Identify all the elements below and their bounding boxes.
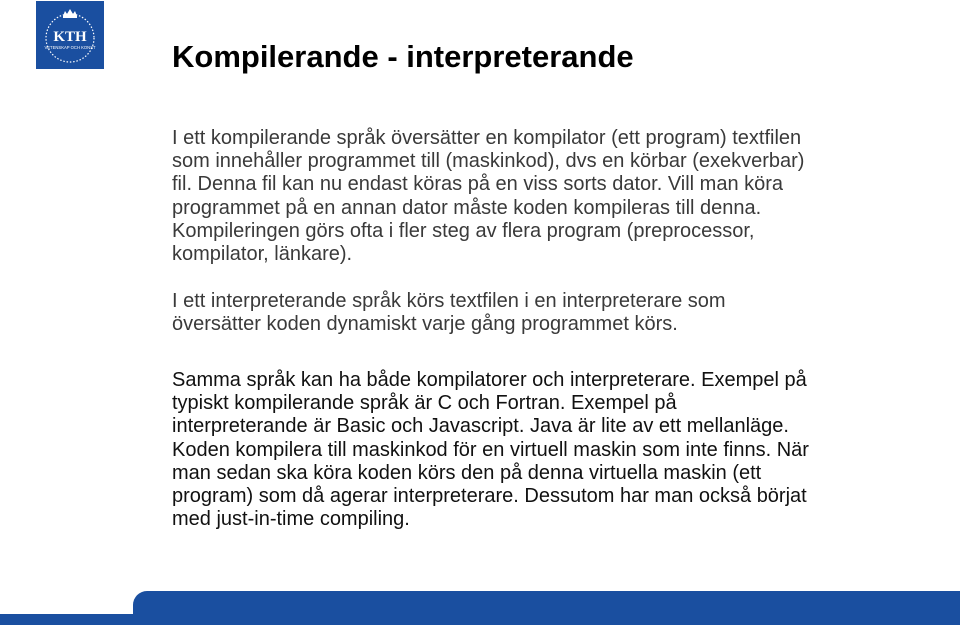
text-line: kompilator, länkare). xyxy=(172,243,353,266)
text-line: Kompileringen görs ofta i fler steg av flera program (preprocessor, xyxy=(172,219,755,242)
logo-subtext: VETENSKAP OCH KONST xyxy=(44,45,96,50)
text-line: översätter koden dynamiskt varje gång programmet körs. xyxy=(172,313,678,336)
paragraph-both xyxy=(172,369,912,531)
text-line: programmet på en annan dator måste koden kompileras till denna. xyxy=(172,196,762,219)
footer-line xyxy=(0,614,133,625)
text-line: typiskt kompilerande språk är C och Fortran. Exempel på xyxy=(172,392,677,415)
text-line: Koden kompilera till maskinkod för en virtuell maskin som inte finns. När xyxy=(172,438,809,461)
paragraph-compiled xyxy=(172,127,912,266)
slide-title: Kompilerande - interpreterande xyxy=(172,39,634,74)
kth-logo xyxy=(36,1,104,69)
footer-bar xyxy=(133,591,960,625)
text-line: som innehåller programmet till (maskinkod), dvs en körbar (exekverbar) xyxy=(172,150,805,173)
text-line: Samma språk kan ha både kompilatorer och interpreterare. Exempel på xyxy=(172,369,807,391)
text-line: man sedan ska köra koden körs den på denna virtuella maskin (ett xyxy=(172,461,762,484)
text-line: interpreterande är Basic och Javascript. Java är lite av ett mellanläge. xyxy=(172,415,789,438)
paragraph-interpreted xyxy=(172,290,912,336)
text-line: med just-in-time compiling. xyxy=(172,508,410,531)
logo-text: KTH xyxy=(53,29,87,45)
kth-logo-mark xyxy=(36,1,104,69)
text-line: program) som då agerar interpreterare. Dessutom har man också börjat xyxy=(172,485,807,508)
text-line: I ett kompilerande språk översätter en kompilator (ett program) textfilen xyxy=(172,127,802,149)
text-line: fil. Denna fil kan nu endast köras på en viss sorts dator. Vill man köra xyxy=(172,173,784,196)
text-line: I ett interpreterande språk körs textfilen i en interpreterare som xyxy=(172,290,726,312)
